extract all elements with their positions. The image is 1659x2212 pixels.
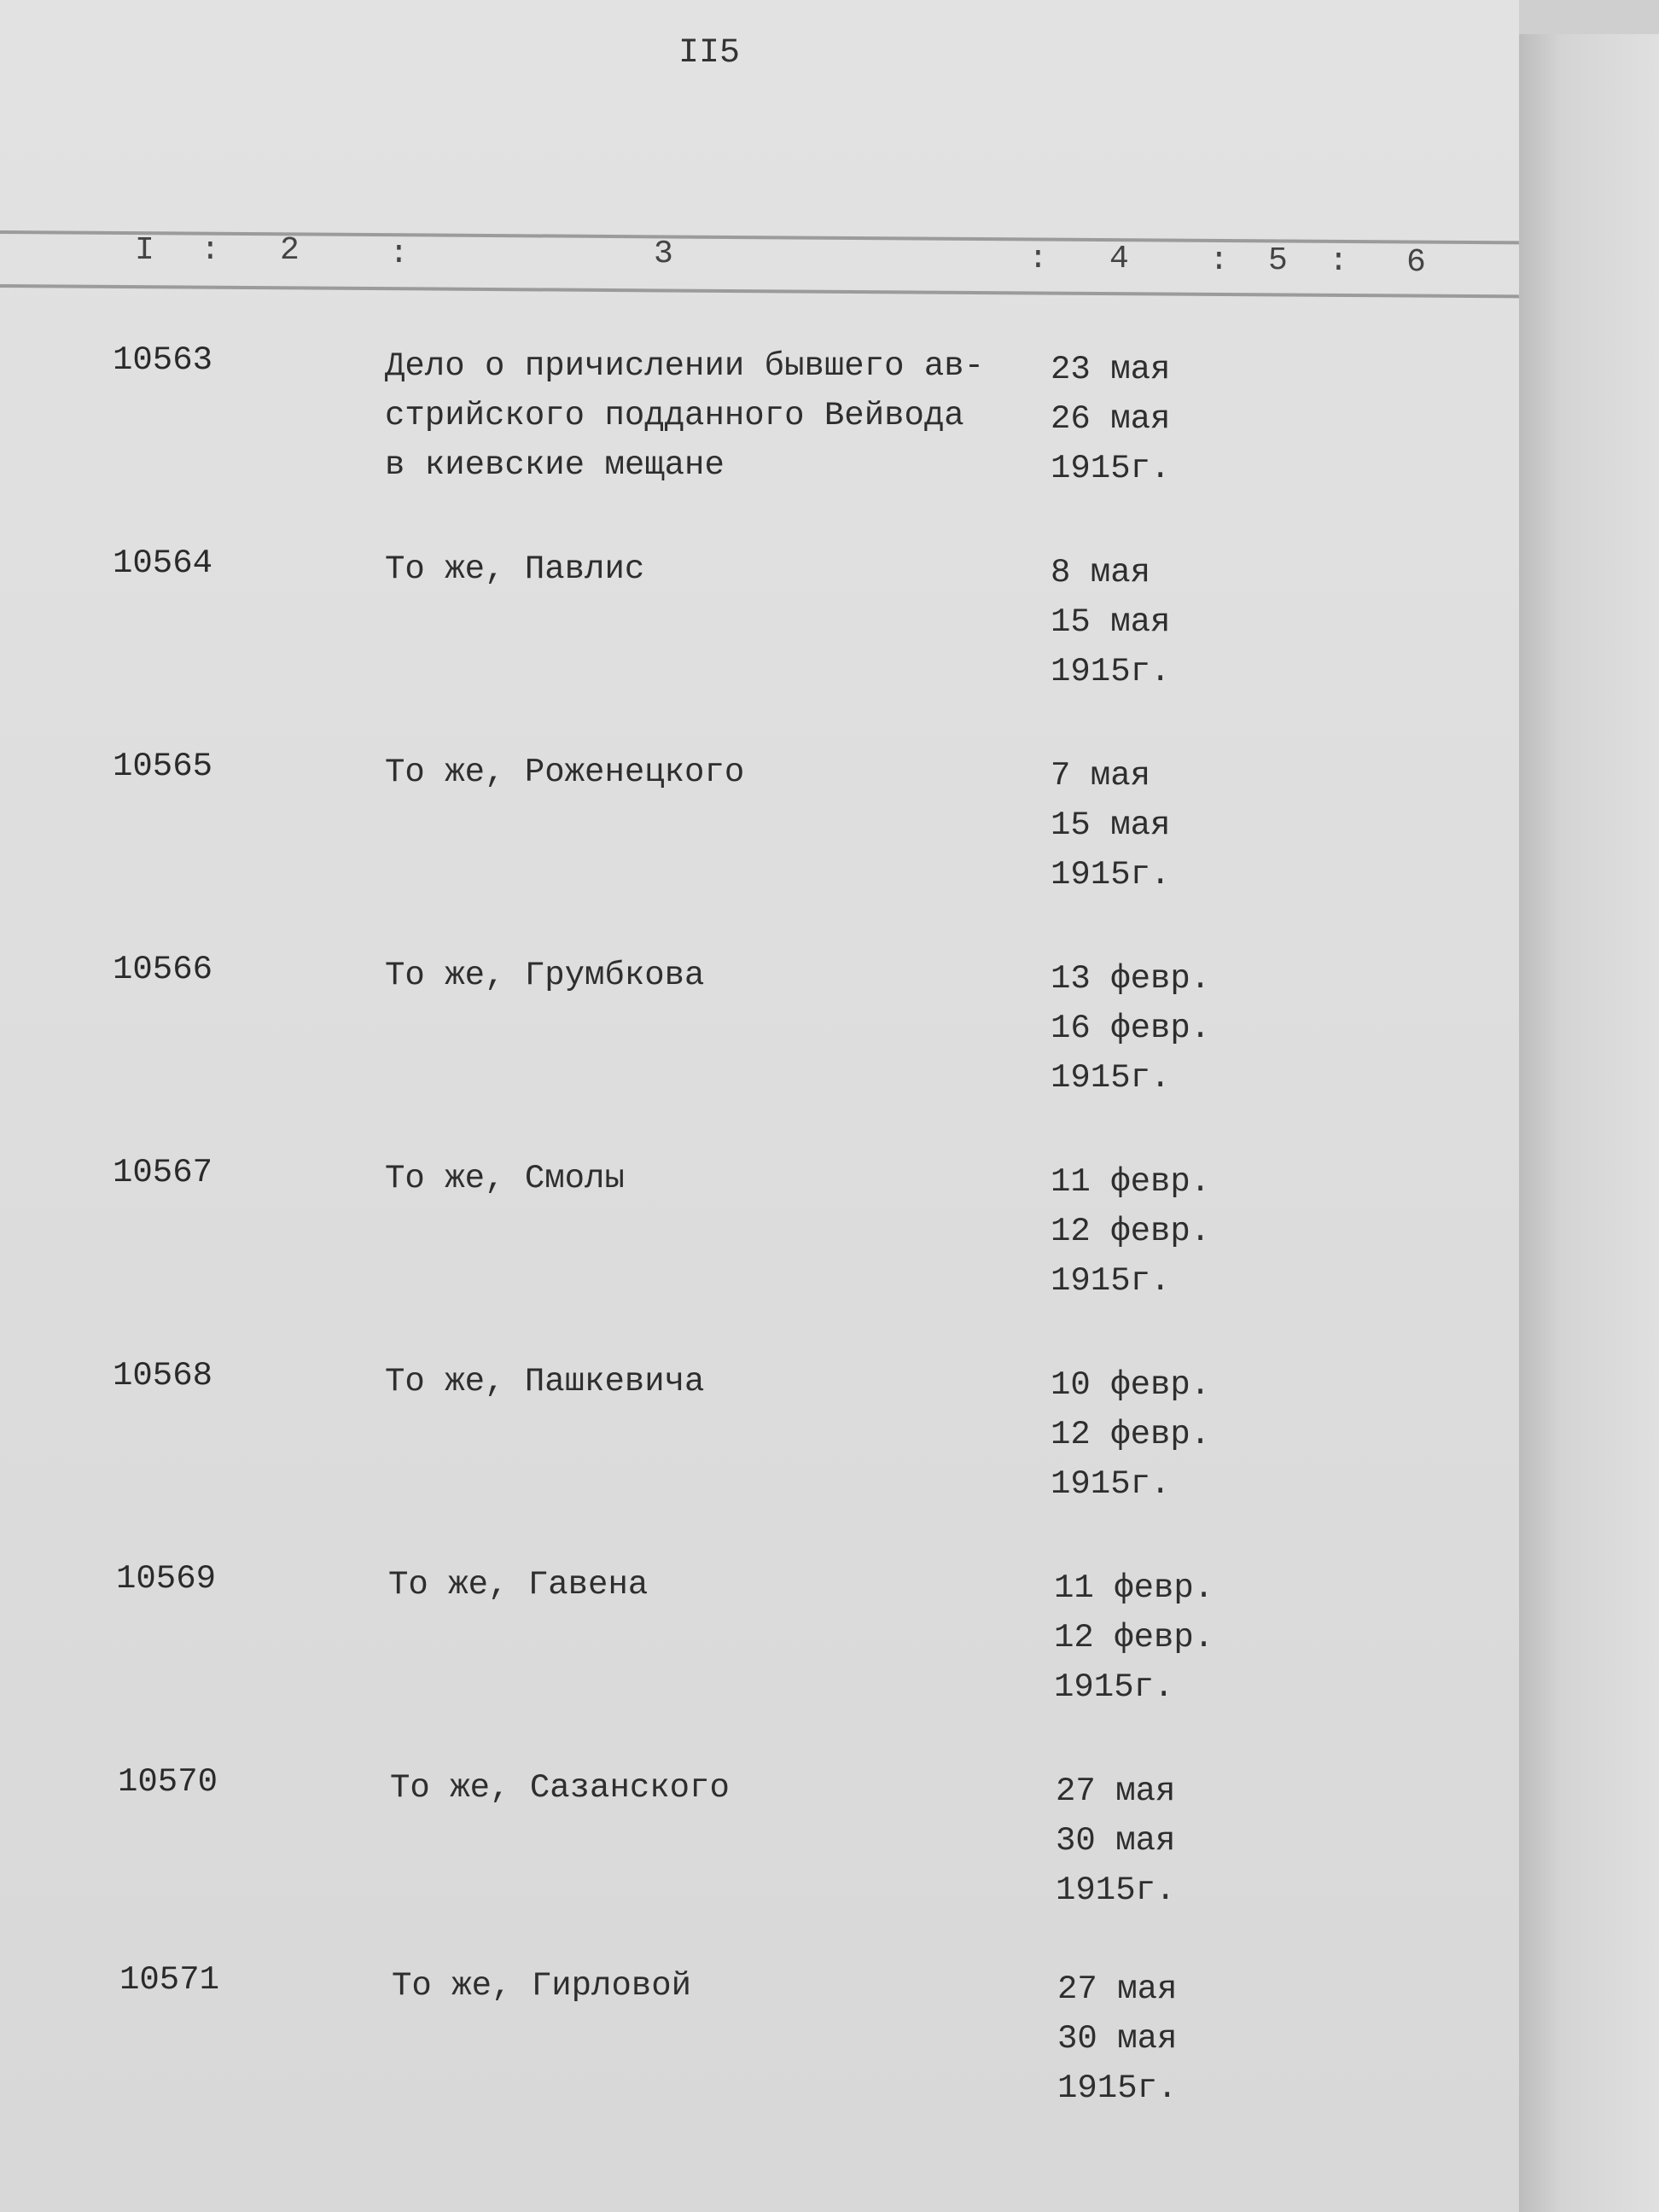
record-description [390, 1763, 730, 1813]
record-description [385, 748, 744, 797]
date-line: 1915г. [1051, 1465, 1171, 1503]
record-number: 10566 [113, 951, 213, 988]
description-line: То же, Пашкевича [385, 1363, 705, 1400]
description-line: То же, Сазанского [390, 1769, 730, 1807]
date-line: 8 мая [1051, 554, 1151, 591]
record-description [392, 1961, 691, 2011]
date-line: 12 февр. [1051, 1416, 1211, 1453]
description-line: Дело о причислении бывшего ав- [385, 347, 985, 385]
record-dates [1051, 954, 1210, 1103]
date-line: 11 февр. [1054, 1569, 1214, 1607]
record-number: 10563 [113, 341, 213, 379]
col-6-label: 6 [1406, 244, 1426, 281]
page-edge [1519, 34, 1659, 2212]
date-line: 30 мая [1056, 1822, 1176, 1860]
col-1-label: I [135, 232, 154, 269]
record-number: 10564 [113, 544, 213, 582]
record-dates [1057, 1965, 1177, 2113]
date-line: 26 мая [1051, 400, 1171, 438]
description-line: То же, Грумбкова [385, 957, 705, 994]
date-line: 12 февр. [1054, 1619, 1214, 1656]
record-description [385, 951, 704, 1000]
date-line: 1915г. [1056, 1871, 1176, 1909]
date-line: 27 мая [1057, 1970, 1178, 2008]
record-dates [1056, 1767, 1175, 1915]
record-description [385, 544, 644, 594]
col-separator: : [1209, 242, 1229, 279]
record-number: 10571 [119, 1961, 220, 1999]
col-separator: : [1329, 243, 1348, 280]
date-line: 1915г. [1054, 1668, 1174, 1706]
date-line: 13 февр. [1051, 960, 1211, 998]
date-line: 27 мая [1056, 1773, 1176, 1810]
date-line: 1915г. [1051, 1059, 1171, 1097]
date-line: 15 мая [1051, 806, 1171, 844]
description-line: То же, Гирловой [392, 1967, 692, 2005]
date-line: 23 мая [1051, 351, 1171, 388]
date-line: 11 февр. [1051, 1163, 1211, 1201]
date-line: 30 мая [1057, 2020, 1178, 2058]
col-2-label: 2 [280, 232, 300, 269]
col-4-label: 4 [1109, 241, 1129, 277]
date-line: 16 февр. [1051, 1010, 1211, 1047]
record-dates [1051, 345, 1170, 493]
date-line: 10 февр. [1051, 1366, 1211, 1404]
record-description [388, 1560, 648, 1610]
record-number: 10565 [113, 748, 213, 785]
record-number: 10569 [116, 1560, 217, 1598]
description-line: То же, Гавена [388, 1566, 649, 1604]
col-3-label: 3 [654, 236, 673, 272]
col-separator: : [389, 236, 409, 272]
record-dates [1051, 548, 1170, 696]
record-description [385, 341, 984, 490]
date-line: 12 февр. [1051, 1213, 1211, 1250]
description-line: То же, Роженецкого [385, 754, 745, 791]
record-number: 10570 [118, 1763, 218, 1801]
description-line: стрийского подданного Вейвода [385, 397, 964, 434]
description-line: То же, Павлис [385, 550, 645, 588]
record-description [385, 1357, 704, 1406]
record-dates [1051, 1360, 1210, 1509]
col-separator: : [1028, 241, 1048, 277]
record-dates [1051, 751, 1170, 899]
date-line: 15 мая [1051, 603, 1171, 641]
date-line: 1915г. [1051, 1262, 1171, 1300]
date-line: 1915г. [1051, 450, 1171, 487]
page-number: II5 [678, 34, 741, 73]
date-line: 1915г. [1051, 653, 1171, 690]
record-dates [1051, 1157, 1210, 1306]
record-number: 10567 [113, 1154, 213, 1191]
col-separator: : [201, 232, 220, 269]
record-dates [1054, 1563, 1214, 1712]
record-number: 10568 [113, 1357, 213, 1394]
description-line: То же, Смолы [385, 1160, 625, 1197]
description-line: в киевские мещане [385, 446, 725, 484]
date-line: 1915г. [1051, 856, 1171, 894]
record-description [385, 1154, 625, 1203]
date-line: 1915г. [1057, 2069, 1178, 2107]
date-line: 7 мая [1051, 757, 1151, 795]
col-5-label: 5 [1268, 242, 1288, 279]
